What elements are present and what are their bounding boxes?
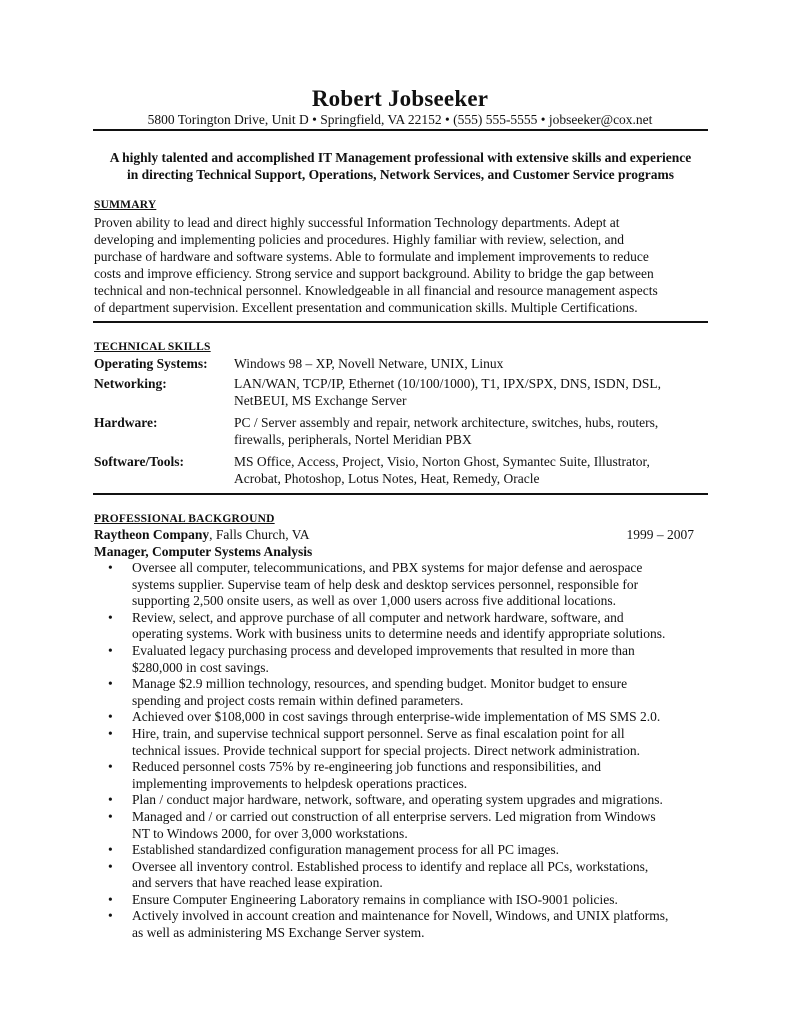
list-item bbox=[94, 842, 714, 859]
list-item bbox=[94, 809, 714, 842]
job-title: Manager, Computer Systems Analysis bbox=[94, 544, 313, 559]
list-item bbox=[94, 908, 714, 941]
summary-line: purchase of hardware and software systems. Able to formulate and implement improvements to reduce bbox=[94, 249, 649, 264]
bullet-icon: • bbox=[108, 908, 113, 924]
summary-line: technical and non-technical personnel. Knowledgeable in all financial and resource management aspects bbox=[94, 283, 658, 298]
candidate-name: Robert Jobseeker bbox=[311, 86, 489, 111]
bullet-icon: • bbox=[108, 842, 113, 858]
duty-text: Established standardized configuration management process for all PC images. bbox=[132, 842, 560, 858]
skill-value bbox=[234, 454, 714, 487]
bullet-icon: • bbox=[108, 609, 113, 625]
skill-value-line: LAN/WAN, TCP/IP, Ethernet (10/100/1000), T1, IPX/SPX, DNS, ISDN, DSL, bbox=[234, 376, 662, 391]
skill-label: Hardware: bbox=[94, 415, 158, 430]
skill-value-line: PC / Server assembly and repair, network architecture, switches, hubs, routers, bbox=[234, 415, 659, 430]
bullet-icon: • bbox=[108, 792, 113, 808]
bullet-icon: • bbox=[108, 759, 113, 775]
headline-line-2: in directing Technical Support, Operations, Network Services, and Customer Service programs bbox=[126, 167, 675, 182]
list-item bbox=[94, 610, 714, 643]
duty-text: Achieved over $108,000 in cost savings through enterprise-wide implementation of MS SMS 2.0. bbox=[132, 709, 661, 725]
skill-value-line: MS Office, Access, Project, Visio, Norton Ghost, Symantec Suite, Illustrator, bbox=[234, 454, 650, 469]
list-item bbox=[94, 759, 714, 792]
headline-line-1: A highly talented and accomplished IT Management professional with extensive skills and experience bbox=[109, 150, 692, 165]
list-item bbox=[94, 726, 714, 759]
employment-dates: 1999 – 2007 bbox=[626, 527, 694, 542]
list-item bbox=[94, 676, 714, 709]
duty-text: Ensure Computer Engineering Laboratory remains in compliance with ISO-9001 policies. bbox=[132, 891, 618, 907]
skill-value-line: Acrobat, Photoshop, Lotus Notes, Heat, Remedy, Oracle bbox=[234, 470, 540, 486]
bullet-icon: • bbox=[108, 709, 113, 725]
list-item bbox=[94, 709, 714, 726]
duty-text: Plan / conduct major hardware, network, software, and operating system upgrades and migrations. bbox=[132, 792, 663, 808]
bullet-icon: • bbox=[108, 560, 113, 575]
summary-divider bbox=[93, 321, 708, 323]
duty-text: Evaluated legacy purchasing process and developed improvements that resulted in more than $280,000 in cost savings. bbox=[132, 642, 635, 675]
bullet-icon: • bbox=[108, 808, 113, 824]
skill-value-line: Windows 98 – XP, Novell Netware, UNIX, Linux bbox=[234, 356, 504, 371]
duty-text: Hire, train, and supervise technical support personnel. Serve as final escalation point for all technical issues. Provide technical support for special projects. Direct network administration. bbox=[132, 725, 640, 758]
duty-text: Manage $2.9 million technology, resources, and spending budget. Monitor budget to ensure spending and project costs remain within defined parameters. bbox=[132, 676, 628, 708]
summary-line: costs and improve efficiency. Strong service and support background. Ability to bridge the gap between bbox=[94, 266, 654, 281]
skill-value bbox=[234, 415, 714, 448]
contact-info: 5800 Torington Drive, Unit D • Springfield, VA 22152 • (555) 555-5555 • jobseeker@cox.net bbox=[147, 112, 653, 127]
company-location: , Falls Church, VA bbox=[209, 527, 310, 542]
skill-value bbox=[234, 356, 714, 373]
summary-line: of department supervision. Excellent presentation and communication skills. Multiple Certifications. bbox=[94, 300, 638, 315]
duty-text: Review, select, and approve purchase of all computer and network hardware, software, and operating systems. Work with business units to determine needs and identify appropriate solutions. bbox=[132, 609, 666, 642]
skills-divider bbox=[93, 493, 708, 495]
summary-title: SUMMARY bbox=[94, 199, 157, 211]
list-item bbox=[94, 859, 714, 892]
professional-background-title: PROFESSIONAL BACKGROUND bbox=[94, 513, 275, 525]
summary-line: Proven ability to lead and direct highly successful Information Technology departments. Adept at bbox=[94, 215, 620, 230]
skill-value-line: NetBEUI, MS Exchange Server bbox=[234, 392, 407, 408]
skill-label: Software/Tools: bbox=[94, 454, 185, 469]
duty-text: Managed and / or carried out construction of all enterprise servers. Led migration from Windows NT to Windows 2000, for over 3,000 workstations. bbox=[132, 808, 656, 841]
bullet-icon: • bbox=[108, 858, 113, 874]
summary-text bbox=[94, 214, 714, 316]
skill-label: Networking: bbox=[94, 376, 167, 391]
bullet-icon: • bbox=[108, 676, 113, 692]
duty-text: Actively involved in account creation and maintenance for Novell, Windows, and UNIX platforms, as well as administering MS Exchange Server system. bbox=[132, 908, 669, 941]
list-item bbox=[94, 560, 714, 610]
list-item bbox=[94, 643, 714, 676]
employer-line bbox=[94, 527, 694, 543]
skill-value-line: firewalls, peripherals, Nortel Meridian PBX bbox=[234, 431, 472, 447]
duty-text: Reduced personnel costs 75% by re-engineering job functions and responsibilities, and implementing improvements to helpdesk operations practices. bbox=[132, 759, 602, 791]
summary-line: developing and implementing policies and procedures. Highly familiar with review, selection, and bbox=[94, 232, 624, 247]
list-item bbox=[94, 792, 714, 809]
duty-text: Oversee all inventory control. Established process to identify and replace all PCs, workstations, and servers that have reached lease expiration. bbox=[132, 858, 649, 891]
bullet-icon: • bbox=[108, 891, 113, 907]
bullet-icon: • bbox=[108, 642, 113, 658]
skill-label: Operating Systems: bbox=[94, 356, 208, 371]
bullet-icon: • bbox=[108, 725, 113, 741]
header-divider bbox=[93, 129, 708, 131]
duties-list bbox=[94, 560, 714, 942]
skill-value bbox=[234, 376, 714, 409]
headline bbox=[93, 149, 708, 183]
company-name: Raytheon Company bbox=[94, 527, 210, 542]
technical-skills-title: TECHNICAL SKILLS bbox=[94, 341, 211, 353]
duty-text: Oversee all computer, telecommunications, and PBX systems for major defense and aerospace systems supplier. Supervise team of help desk and desktop services personnel, responsible for supporting 2,500 onsite users, as well as over 1,000 users across five additional locations. bbox=[132, 560, 643, 609]
list-item bbox=[94, 892, 714, 909]
